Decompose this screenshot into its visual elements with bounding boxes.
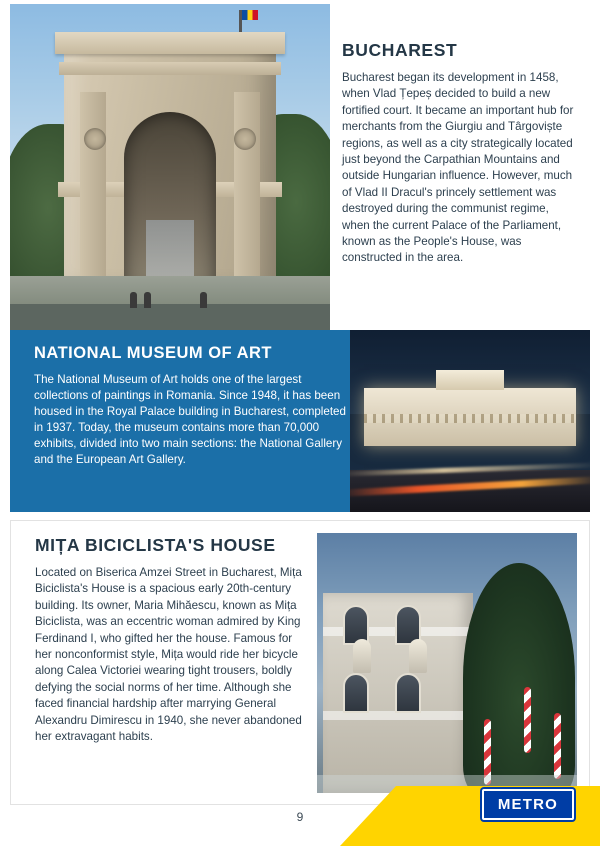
arch-column-left [80,92,106,290]
photo-person [200,292,207,308]
bucharest-body: Bucharest began its development in 1458, when Vlad Țepeș decided to build a new fortified court. It became an important hub for merchants from the Giurgiu and Târgoviște regions, as well as a city strategically located just beyond the Carpathian Mountains and outside Hungarian influence. However, much of Vlad II Dracul's princely settlement was destroyed during the communist regime, when the current Palace of the Parliament, known as the People's House, was constructed in the area. [342,71,574,265]
page-number: 9 [296,810,304,824]
bucharest-section [0,0,600,330]
arch-medallion-right [234,128,256,150]
bucharest-heading: BUCHAREST [342,40,458,60]
metro-logo: METRO [482,789,574,820]
candy-cane-decoration [554,713,561,779]
museum-text-block [34,344,350,469]
museum-heading: NATIONAL MUSEUM OF ART [34,344,273,362]
arch-column-right [234,92,260,290]
mita-body: Located on Biserica Amzei Street in Bucharest, Mița Biciclista's House is a spacious early 20th-century building. Its owner, Maria Mihăescu, known as Mița Biciclista, was an eccentric woman admired by King Ferdinand I, who gifted her the house. Famous for her nonconformist style, Mița would ride her bicycle along Calea Victoriei wearing tight trousers, boldly defying the social norms of her time. Although she faced financial hardship after marrying General Alexandru Dimirescu in 1940, she never abandoned her extravagant habits. [35,566,302,744]
arch-opening [124,112,216,290]
mita-biciclista-section [10,520,590,805]
national-museum-section [10,330,590,512]
photo-royal-palace [364,388,576,446]
museum-body: The National Museum of Art holds one of the largest collections of paintings in Romania. Since 1948, it has been housed in the Royal Palace building in Bucharest, completed in 1937. Today, the museum contains more than 70,000 exhibits, divided into two main sections: the National Gallery and the European Art Gallery. [34,373,346,467]
mita-text-block [35,535,305,745]
arch-cornice-top [55,32,285,54]
arch-structure [64,32,276,290]
triumphal-arch-photo [10,4,330,330]
romanian-flag-icon [239,10,242,34]
candy-cane-decoration [524,687,531,753]
bucharest-text-block [342,40,574,267]
facade-window [343,673,369,713]
royal-palace-night-photo [350,330,590,512]
facade-window [395,673,421,713]
photo-road [10,304,330,330]
facade-statue [353,639,371,673]
arch-medallion-left [84,128,106,150]
photo-person [130,292,137,308]
photo-person [144,292,151,308]
arch-cornice-mid [59,62,281,75]
mita-biciclista-house-photo [317,533,577,793]
facade-statue [409,639,427,673]
mita-heading: MIȚA BICICLISTA'S HOUSE [35,535,276,555]
